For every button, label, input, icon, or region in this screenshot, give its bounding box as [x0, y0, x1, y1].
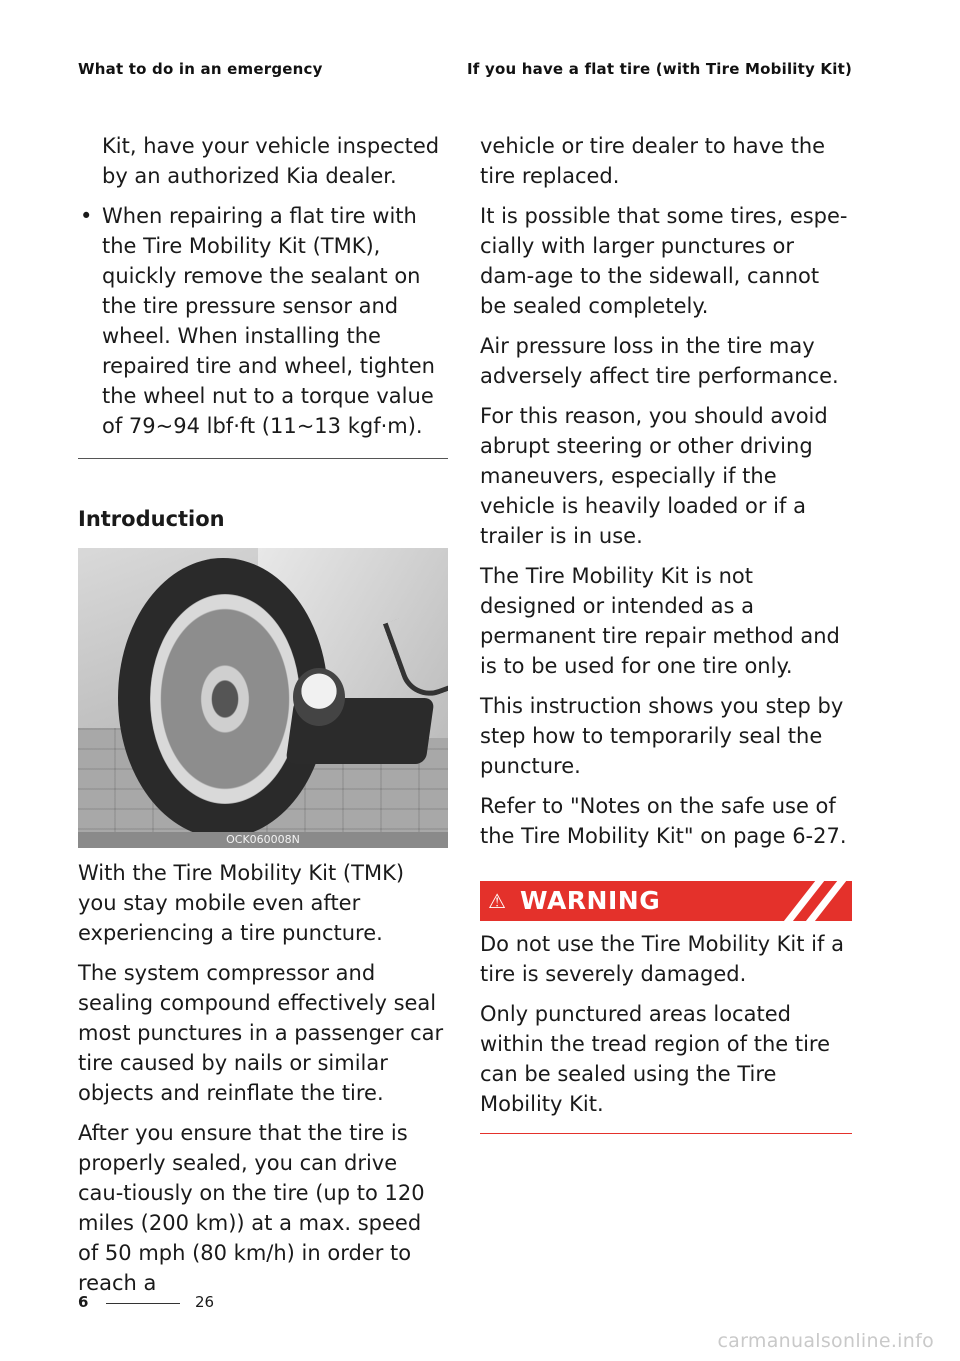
section-divider: [78, 458, 448, 459]
left-column: [78, 131, 448, 1308]
paragraph: After you ensure that the tire is properly sealed, you can drive cau-tiously on the tire (up to 120 miles (200 km)) at a max. speed of 50 mph (80 km/h) in order to reach a: [78, 1121, 425, 1295]
running-header-right: If you have a flat tire (with Tire Mobility Kit): [467, 60, 852, 78]
paragraph: vehicle or tire dealer to have the tire replaced.: [480, 134, 826, 188]
warning-label: WARNING: [520, 886, 661, 915]
warning-line: Do not use the Tire Mobility Kit if a tire is severely damaged.: [480, 932, 844, 986]
footer-rule: [106, 1303, 180, 1304]
page-number: 26: [195, 1293, 215, 1311]
warning-end-rule: [480, 1133, 852, 1134]
paragraph: For this reason, you should avoid abrupt steering or other driving maneuvers, especially if the vehicle is heavily loaded or if a trailer is in use.: [480, 404, 828, 548]
paragraph: The Tire Mobility Kit is not designed or intended as a permanent tire repair method and is to be used for one tire only.: [480, 564, 840, 678]
right-column: [480, 131, 852, 1134]
warning-line: Only punctured areas located within the tread region of the tire can be sealed using the Tire Mobility Kit.: [480, 1002, 831, 1116]
running-header-left: What to do in an emergency: [78, 60, 323, 78]
watermark: carmanualsonline.info: [717, 1330, 934, 1352]
intro-continuation: Kit, have your vehicle inspected by an authorized Kia dealer.: [102, 134, 440, 188]
paragraph: The system compressor and sealing compound effectively seal most punctures in a passenger car tire caused by nails or similar objects and reinflate the tire.: [78, 961, 444, 1105]
figure-code: OCK060008N: [78, 832, 448, 848]
paragraph: Air pressure loss in the tire may adversely affect tire performance.: [480, 334, 839, 388]
bullet-item: [78, 201, 448, 441]
warning-triangle-icon: ⚠: [488, 889, 506, 913]
section-title: Introduction: [78, 507, 225, 531]
paragraph: With the Tire Mobility Kit (TMK) you stay mobile even after experiencing a tire puncture.: [78, 861, 405, 945]
chapter-number: 6: [78, 1293, 89, 1311]
warning-body: [480, 929, 852, 1119]
bullet-dot: •: [80, 204, 93, 228]
paragraph: Refer to "Notes on the safe use of the Tire Mobility Kit" on page 6-27.: [480, 794, 847, 848]
paragraph: It is possible that some tires, espe-cially with larger punctures or dam-age to the sidewall, cannot be sealed completely.: [480, 204, 848, 318]
warning-banner: [480, 881, 852, 921]
figure-pressure-gauge: [293, 668, 345, 726]
tire-mobility-kit-figure: [78, 548, 448, 848]
figure-wheel-rim: [150, 594, 300, 804]
paragraph: This instruction shows you step by step how to temporarily seal the puncture.: [480, 694, 844, 778]
bullet-text: When repairing a flat tire with the Tire Mobility Kit (TMK), quickly remove the sealant on the tire pressure sensor and wheel. When installing the repaired tire and wheel, tighten the wheel nut to a torque value of 79~94 lbf·ft (11~13 kgf·m).: [102, 204, 435, 438]
